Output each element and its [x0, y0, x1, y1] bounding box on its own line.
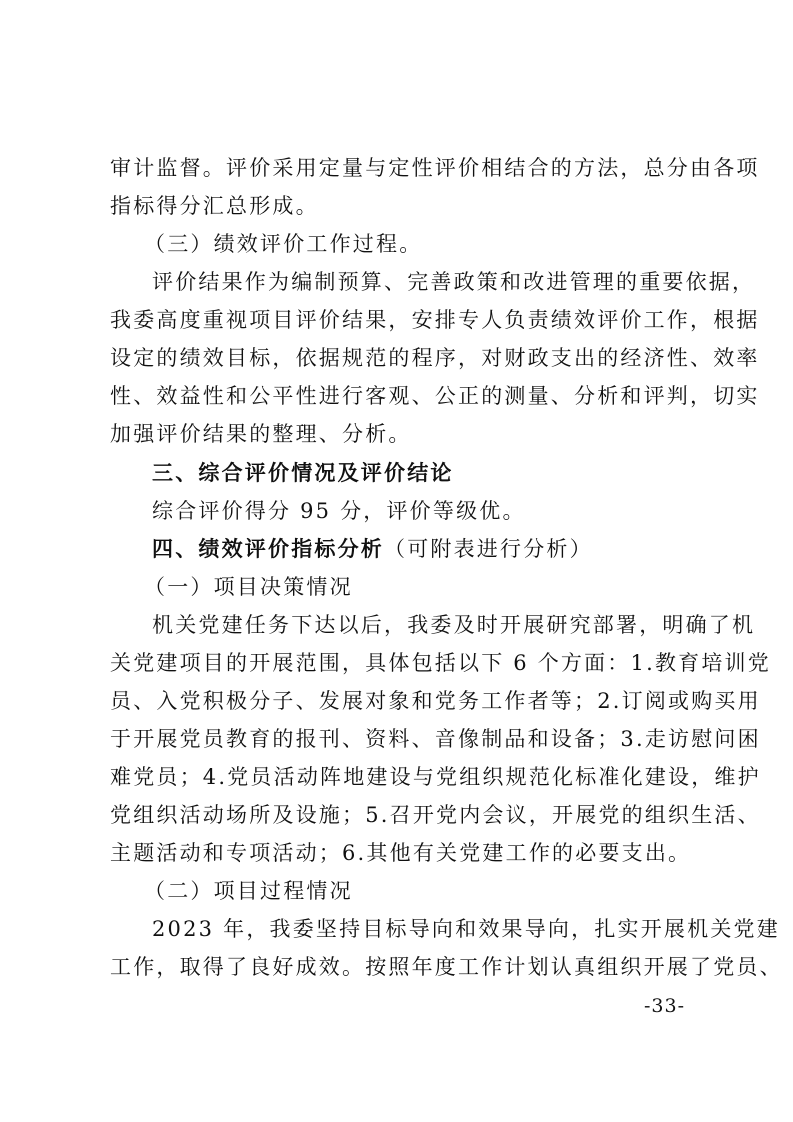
section-heading: （三）绩效评价工作过程。	[144, 232, 423, 256]
section-heading-text: 四、绩效评价指标分析	[152, 537, 384, 561]
paragraph-line: 难党员；4.党员活动阵地建设与党组织规范化标准化建设，维护	[110, 765, 761, 789]
paragraph-line: 加强评价结果的整理、分析。	[110, 422, 412, 446]
page-number: -33-	[644, 995, 686, 1017]
paragraph-line: 审计监督。评价采用定量与定性评价相结合的方法，总分由各项	[110, 156, 760, 180]
paragraph-line: 评价结果作为编制预算、完善政策和改进管理的重要依据，	[152, 270, 756, 294]
paragraph-line: 工作，取得了良好成效。按照年度工作计划认真组织开展了党员、	[110, 955, 783, 979]
paragraph-line: 主题活动和专项活动；6.其他有关党建工作的必要支出。	[110, 841, 692, 865]
paragraph-line: 员、入党积极分子、发展对象和党务工作者等；2.订阅或购买用	[110, 689, 761, 713]
paragraph-line: 关党建项目的开展范围，具体包括以下 6 个方面：1.教育培训党	[110, 651, 771, 675]
paragraph-line: 综合评价得分 95 分，评价等级优。	[152, 499, 526, 523]
section-heading-bold	[152, 534, 593, 564]
paragraph-line: 机关党建任务下达以后，我委及时开展研究部署，明确了机	[152, 613, 756, 637]
paragraph-line: 我委高度重视项目评价结果，安排专人负责绩效评价工作，根据	[110, 308, 760, 332]
paragraph-line: 设定的绩效目标，依据规范的程序，对财政支出的经济性、效率	[110, 346, 760, 370]
paragraph-line: 指标得分汇总形成。	[110, 194, 319, 218]
paragraph-line: 2023 年，我委坚持目标导向和效果导向，扎实开展机关党建	[152, 917, 780, 941]
section-heading-note: （可附表进行分析）	[384, 537, 593, 561]
section-heading-bold: 三、综合评价情况及评价结论	[152, 461, 454, 485]
section-heading: （二）项目过程情况	[144, 879, 353, 903]
paragraph-line: 性、效益性和公平性进行客观、公正的测量、分析和评判，切实	[110, 384, 760, 408]
paragraph-line: 党组织活动场所及设施；5.召开党内会议，开展党的组织生活、	[110, 803, 761, 827]
section-heading: （一）项目决策情况	[144, 575, 353, 599]
paragraph-line: 于开展党员教育的报刊、资料、音像制品和设备；3.走访慰问困	[110, 727, 761, 751]
